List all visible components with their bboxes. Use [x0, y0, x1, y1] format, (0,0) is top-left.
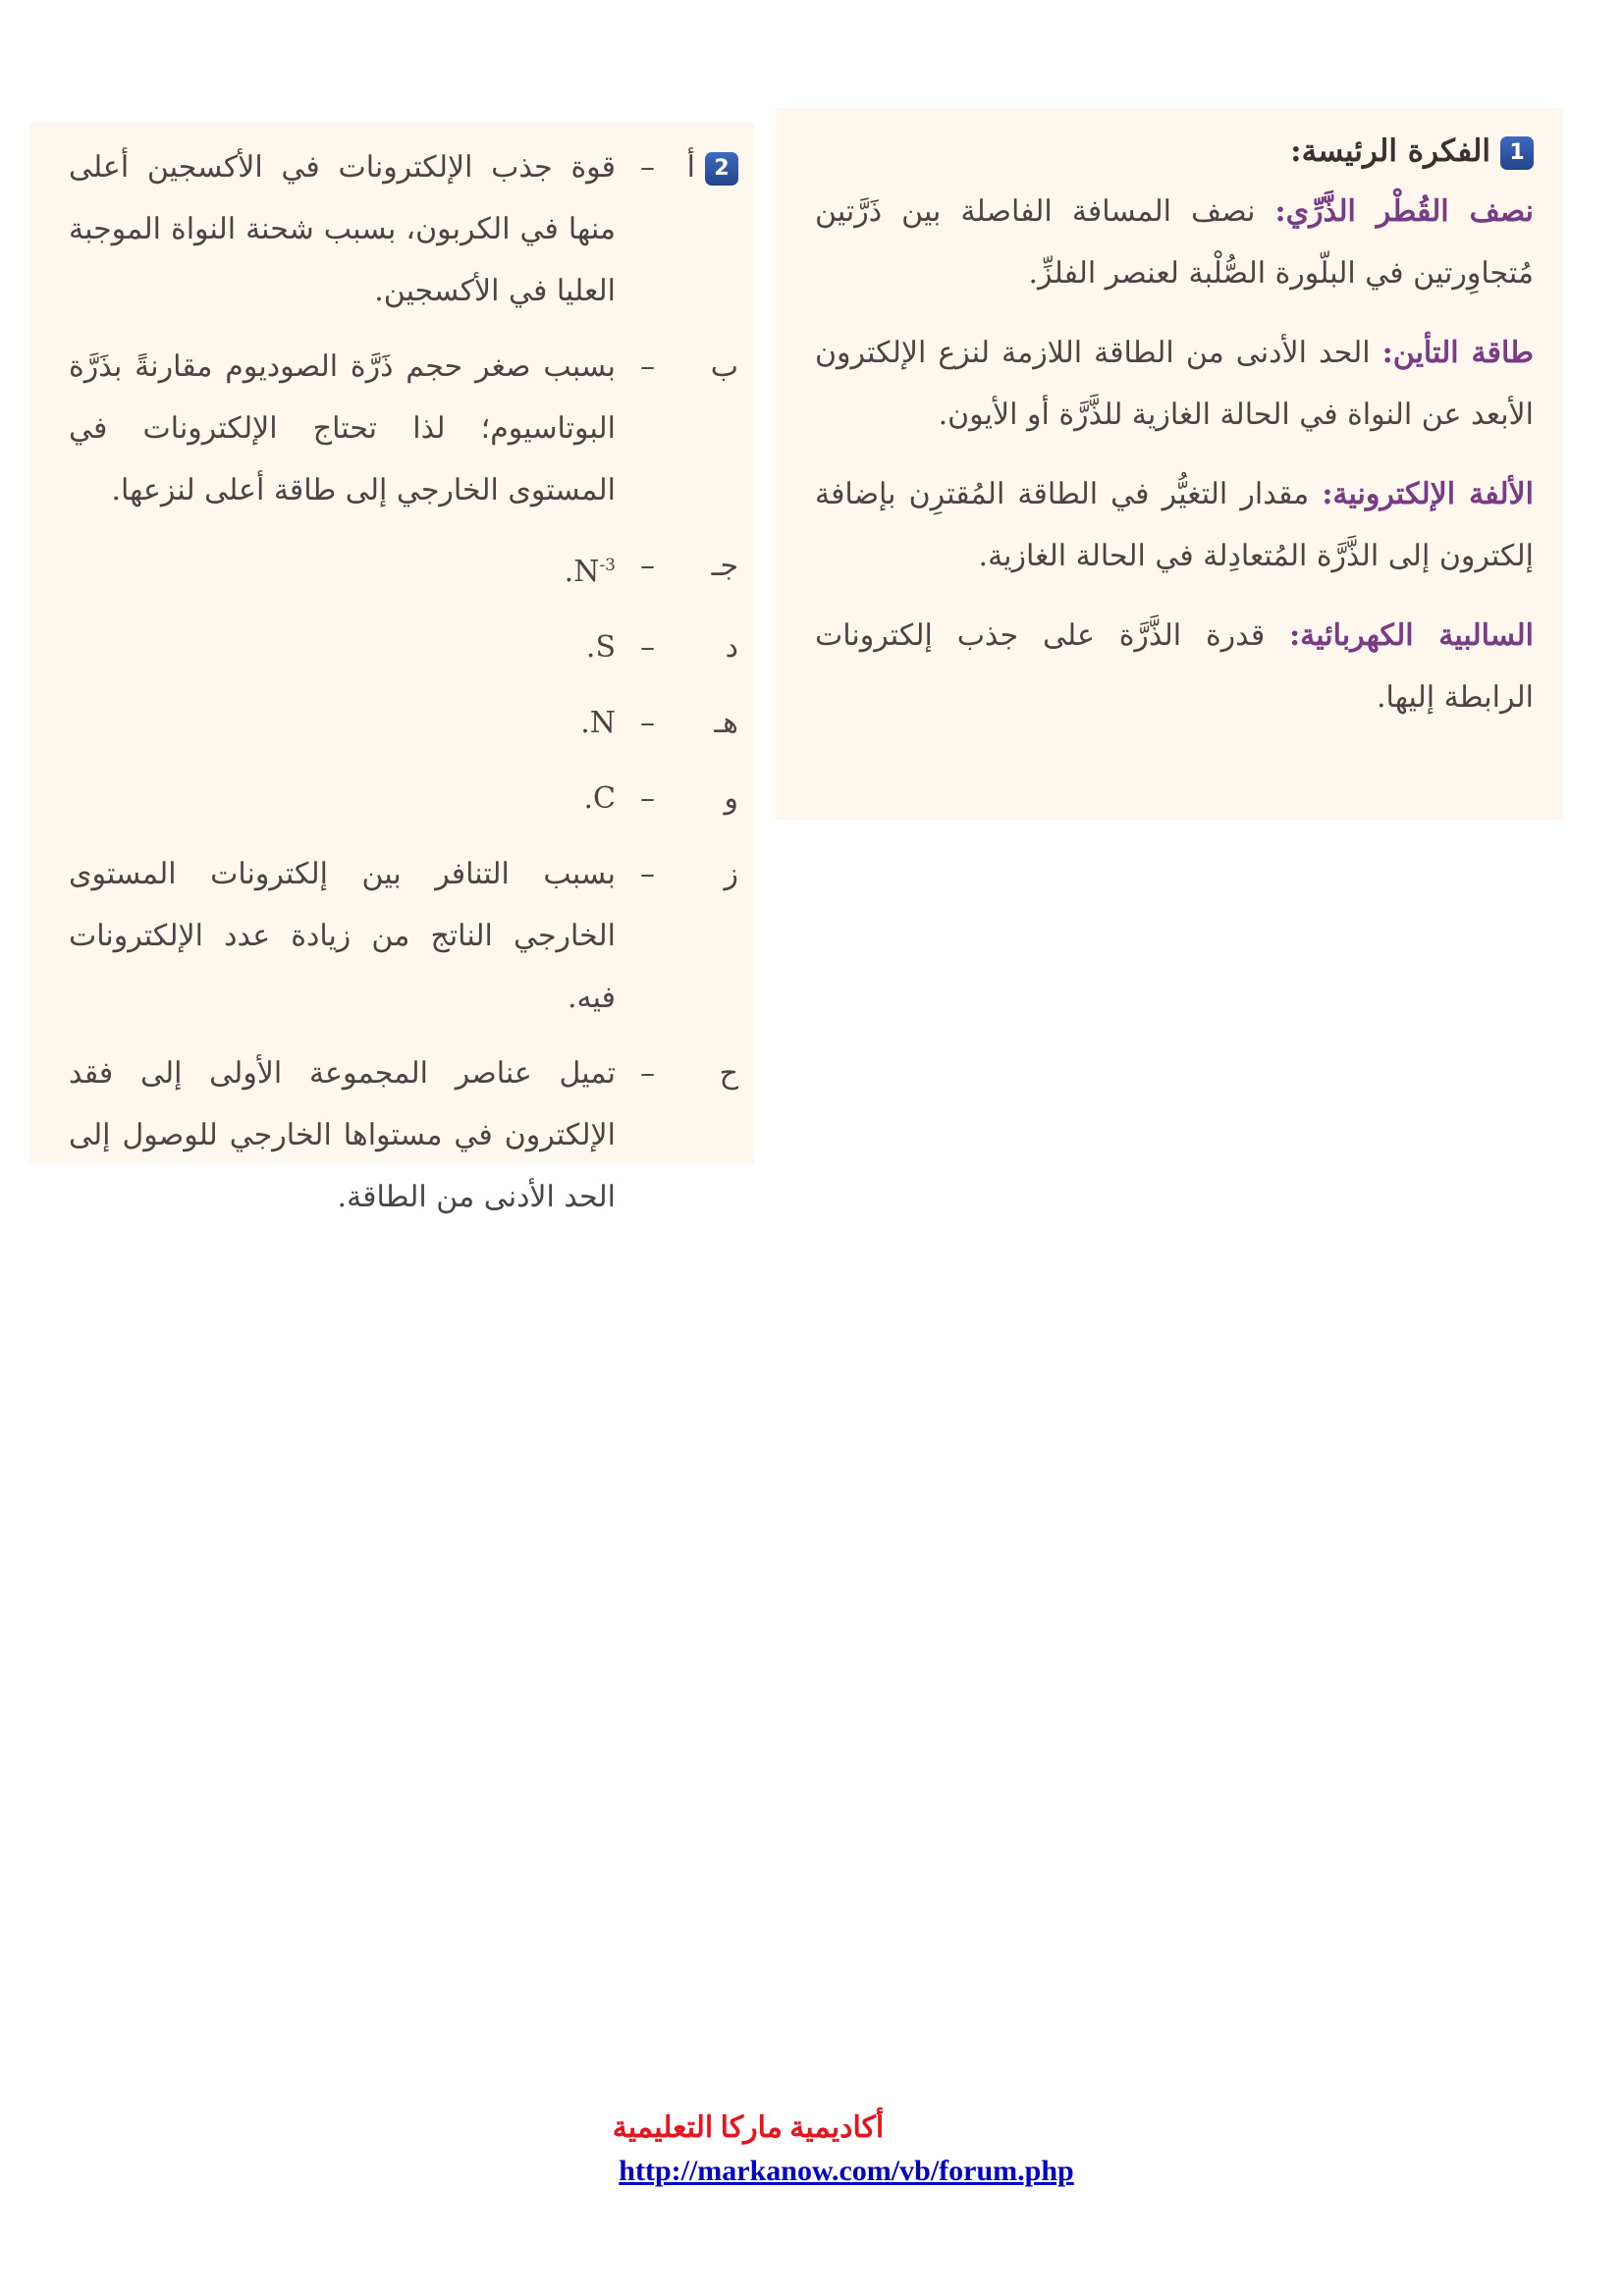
answer-item	[69, 616, 738, 678]
footer-forum-link[interactable]: http://markanow.com/vb/forum.php	[619, 2155, 1074, 2187]
answer-text: بسبب صغر حجم ذَرَّة الصوديوم مقارنةً بذَرَّة البوتاسيوم؛ لذا تحتاج الإلكترونات في المستوى الخارجي إلى طاقة أعلى لنزعها.	[69, 349, 616, 507]
definition-electron-affinity	[815, 463, 1534, 587]
footer-academy-name: أكاديمية ماركا التعليمية	[612, 2111, 885, 2144]
answer-dash: –	[640, 630, 655, 665]
chemical-symbol: C	[593, 781, 616, 816]
chemical-symbol: $N^{-3}$	[573, 555, 616, 589]
answer-letter: و	[724, 781, 738, 816]
question-number-badge: 1	[1500, 136, 1534, 170]
definition-text: مقدار التغيُّر في الطاقة المُقترِن بإضافة إلكترون إلى الذَّرَّة المُتعادِلة في الحالة الغازية.	[815, 477, 1534, 573]
definition-atomic-radius	[815, 181, 1534, 304]
answer-letter: جـ	[711, 549, 738, 583]
answer-letter: ح	[719, 1056, 738, 1091]
definition-electronegativity	[815, 605, 1534, 728]
definition-text: الحد الأدنى من الطاقة اللازمة لنزع الإلكترون الأبعد عن النواة في الحالة الغازية للذَّرَّة أو الأيون.	[815, 336, 1534, 432]
answer-text: بسبب التنافر بين إلكترونات المستوى الخارجي الناتج من زيادة عدد الإلكترونات فيه.	[69, 857, 616, 1015]
definition-text: نصف المسافة الفاصلة بين ذَرَّتين مُتجاوِرتين في البلّورة الصُّلْبة لعنصر الفلزِّ.	[815, 194, 1534, 291]
main-idea-title: الفكرة الرئيسة:	[1290, 133, 1490, 169]
ion-charge: -3	[599, 556, 616, 575]
main-idea-heading	[815, 122, 1534, 181]
term: الألفة الإلكترونية:	[1322, 477, 1534, 511]
chemical-symbol: S	[595, 630, 616, 665]
answer-text: $N^{-3}$.	[564, 555, 616, 589]
answer-dash: –	[640, 706, 655, 740]
answer-text: تميل عناصر المجموعة الأولى إلى فقد الإلكترون في مستواها الخارجي للوصول إلى الحد الأدنى من الطاقة.	[69, 1056, 616, 1214]
answer-dash: –	[640, 549, 655, 583]
answer-text: N.	[580, 706, 616, 740]
answers-panel	[29, 123, 754, 1214]
definition-text: قدرة الذَّرَّة على جذب إلكترونات الرابطة إليها.	[815, 618, 1534, 715]
answer-letter: 2أ	[655, 136, 738, 322]
answer-item	[69, 1042, 738, 1228]
answer-text: S.	[585, 630, 616, 665]
answer-letter: هـ	[714, 706, 738, 740]
answer-item	[69, 768, 738, 829]
answer-dash: –	[640, 349, 655, 384]
term: طاقة التأين:	[1381, 336, 1534, 370]
chemical-symbol: N	[589, 706, 616, 740]
answer-item	[69, 692, 738, 754]
answer-item	[69, 535, 738, 603]
answer-letter: ب	[710, 349, 738, 384]
definition-ionization-energy	[815, 322, 1534, 446]
answer-item	[69, 136, 738, 322]
term: نصف القُطْر الذَّرِّي:	[1274, 194, 1535, 229]
answer-dash: –	[640, 1056, 655, 1091]
question-number-badge: 2	[705, 152, 738, 186]
answer-dash: –	[640, 857, 655, 891]
answer-text: C.	[583, 781, 616, 816]
answer-dash: –	[640, 150, 655, 185]
answer-letter: د	[725, 630, 738, 665]
answer-letter: ز	[724, 857, 738, 891]
term: السالبية الكهربائية:	[1289, 618, 1534, 653]
answer-item	[69, 336, 738, 521]
answer-dash: –	[640, 781, 655, 816]
answer-text: قوة جذب الإلكترونات في الأكسجين أعلى منها في الكربون، بسبب شحنة النواة الموجبة العليا في الأكسجين.	[69, 150, 616, 308]
answer-item	[69, 843, 738, 1029]
main-idea-panel	[776, 108, 1563, 820]
